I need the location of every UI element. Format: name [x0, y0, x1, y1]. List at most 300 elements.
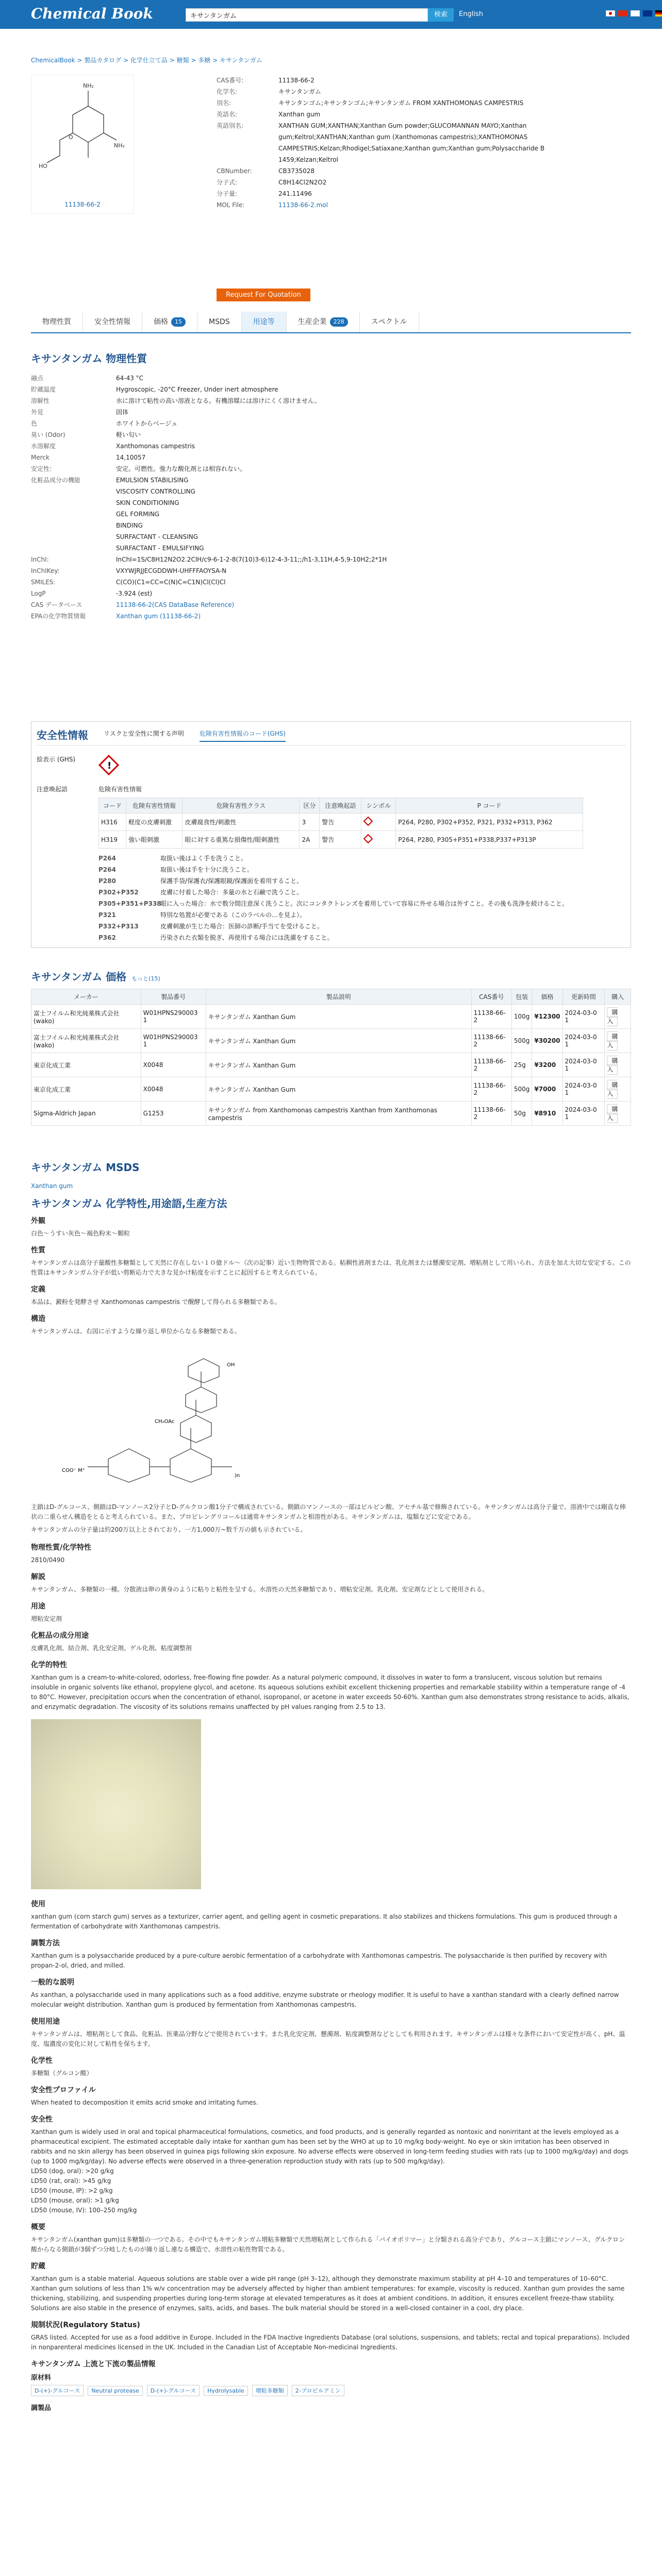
prep-label: 調製品: [31, 2404, 52, 2412]
buy-cell: [605, 1101, 631, 1126]
usage-block: [31, 1601, 631, 1624]
p-code-text: 汚染された衣類を脱ぎ、再使用する場合には洗濯をすること。: [160, 934, 334, 941]
phys-row: [31, 395, 631, 406]
usage-heading: 化学性: [31, 2057, 53, 2065]
usage-block: [31, 1284, 631, 1307]
phys-value: Hygroscopic, -20°C Freezer, Under inert atmosphere: [116, 386, 278, 393]
buy-button[interactable]: 購入: [607, 1031, 618, 1050]
raw-material-link[interactable]: D-(+)-グルコース: [31, 2385, 84, 2396]
phys-key: 臭い (Odor): [31, 431, 65, 438]
phys-value: 安定。可燃性。強力な酸化剤とは相容れない。: [116, 465, 246, 472]
svg-text:O: O: [69, 134, 73, 141]
usage-text: Xanthan gum is a polysaccharide produced by a pure-culture aerobic fermentation of a carbohydrate with Xanthomonas campestris. The polysaccharide is then purified by recovery with propan-2-ol, dried, and milled.: [31, 1952, 607, 1969]
msds-title: キサンタンガム MSDS: [31, 1161, 140, 1174]
property-value[interactable]: 11138-66-2.mol: [278, 201, 328, 209]
usage-heading: 性質: [31, 1246, 45, 1255]
usage-block: [31, 2319, 631, 2352]
p-code: P280: [98, 877, 116, 885]
p-code: P362: [98, 934, 116, 941]
usage-block: [31, 1245, 631, 1278]
structure-svg: [31, 75, 135, 199]
price-head-cell: 更新時間: [562, 989, 605, 1005]
price-head-cell: 価格: [532, 989, 562, 1005]
phys-key: EPAの化学物質情報: [31, 613, 86, 620]
buy-button[interactable]: 購入: [607, 1007, 618, 1026]
price-cell-t: 2024-03-0 1: [562, 1053, 605, 1077]
buy-button[interactable]: 購入: [607, 1080, 618, 1099]
phys-row: [31, 474, 631, 554]
usage-sections-1: [31, 1215, 631, 1336]
phys-value[interactable]: 11138-66-2(CAS DataBase Reference): [116, 601, 235, 608]
phys-row: [31, 452, 631, 463]
mol-weight-note: キサンタンガムの分子量は約200万以上とされており、一方1,000万~数千万の値も示されている。: [31, 1526, 307, 1533]
usage-heading: 規制状況(Regulatory Status): [31, 2321, 140, 2329]
ghs-head-cell: 危険有害性クラス: [183, 798, 300, 814]
price-head-cell: 包装: [511, 989, 532, 1005]
phys-row: [31, 440, 631, 452]
usage-heading: 用途: [31, 1602, 45, 1611]
usage-text: 多糖類（グルコン酸）: [31, 2070, 93, 2077]
buy-cell: [605, 1077, 631, 1101]
price-cell-m: 東京化成工業: [31, 1077, 141, 1101]
usage-block: [31, 2114, 631, 2215]
usage-title: キサンタンガム 化学特性,用途語,生産方法: [31, 1197, 227, 1210]
ghs-cell: 皮膚腐食性/刺激性: [183, 814, 300, 831]
price-more-link[interactable]: もっと(15): [131, 975, 160, 982]
property-key: 分子量:: [217, 190, 238, 197]
price-row: [31, 1077, 631, 1101]
property-value: XANTHAN GUM;XANTHAN;Xanthan Gum powder;GLUCOMANNAN MAYO;Xanthan gum;Keltrol;XANTHAN;Xanthan gum (Xanthomonas campestris);XANTHOMONAS CAMPESTRIS;Kelzan;Rhodigel;Satiaxane;Xanthan gum;Xanthan gum;Polysaccharide B 1459;Kelzan;Keltrol: [278, 122, 545, 163]
phys-key: 化粧品成分の機能: [31, 477, 81, 484]
price-cell-m: Sigma-Aldrich Japan: [31, 1101, 141, 1126]
property-key: 別名:: [217, 99, 231, 107]
flag-kr-icon[interactable]: [631, 10, 640, 16]
price-cell-n: W01HPNS290003 1: [141, 1029, 206, 1053]
usage-text: キサンタンガム、多糖類の一種。分散液は卵の黄身のように粘りと粘性を呈する。水溶性の天然多糖類であり、増粘安定剤、乳化剤、安定剤などとして使用される。: [31, 1586, 489, 1593]
property-row: [217, 188, 577, 199]
usage-text: キサンタンガムは、増粘剤として食品、化粧品、医薬品分野などで使用されています。また乳化安定剤、懸濁剤、粘度調整剤などとしても利用されます。キサンタンガムは様々な条件において安定性が高く、pH、温度、塩濃度の変化に対して粘性を保ちます。: [31, 2030, 625, 2047]
p-code-text: 眼に入った場合：水で数分間注意深く洗うこと。次にコンタクトレンズを着用していて容易に外せる場合は外すこと。その後も洗浄を続けること。: [160, 900, 568, 907]
buy-cell: [605, 1029, 631, 1053]
price-head-cell: 製品番号: [141, 989, 206, 1005]
price-cell-pk: 500g: [511, 1077, 532, 1101]
phys-row: [31, 418, 631, 429]
language-flags: [606, 10, 662, 16]
p-code-text: 取扱い後はよく手を洗うこと。: [160, 855, 247, 862]
raw-label: 原材料: [31, 2374, 52, 2382]
svg-text:)n: )n: [235, 1473, 240, 1479]
tab-label: 安全性情報: [94, 318, 130, 326]
usage-heading: 解説: [31, 1573, 45, 1581]
phys-row: [31, 372, 631, 384]
price-head-row: [31, 989, 631, 1005]
p-code: P264: [98, 866, 116, 873]
usage-text: 白色～うすい灰色～褐色粉末～顆粒: [31, 1230, 130, 1237]
p-code-text: 特別な処置が必要である（このラベルの…を見よ）。: [160, 911, 306, 919]
price-cell-n: G1253: [141, 1101, 206, 1126]
flag-cn-icon[interactable]: [618, 10, 627, 16]
usage-heading: 貯蔵: [31, 2262, 45, 2270]
buy-button[interactable]: 購入: [607, 1104, 618, 1123]
raw-material-link[interactable]: Hydrolysable: [204, 2386, 248, 2396]
raw-material-link[interactable]: 増粘多糖類: [252, 2385, 288, 2396]
phys-row: [31, 384, 631, 395]
msds-section: [31, 1159, 631, 1190]
tab-5[interactable]: [287, 312, 360, 332]
phys-value: 64-43 °C: [116, 375, 144, 382]
usage-heading: 構造: [31, 1315, 45, 1323]
phys-row: [31, 577, 631, 588]
property-value: C8H14Cl2N2O2: [278, 179, 327, 186]
price-cell-p: ¥30200: [532, 1029, 562, 1053]
flag-jp-icon[interactable]: [606, 10, 615, 16]
price-head-cell: 製品説明: [206, 989, 471, 1005]
price-cell-n: X0048: [141, 1077, 206, 1101]
property-row: [217, 86, 577, 97]
svg-text:OH: OH: [227, 1362, 235, 1368]
usage-block: [31, 2222, 631, 2255]
ghs-row: [99, 814, 583, 831]
usage-heading: 安全性プロファイル: [31, 2086, 96, 2094]
ghs-cell: 2A: [300, 831, 320, 849]
ghs-cell: H319: [99, 831, 126, 849]
property-row: [217, 177, 577, 188]
property-value: Xanthan gum: [278, 111, 321, 118]
top-bar: [0, 0, 662, 29]
price-cell-p: ¥8910: [532, 1101, 562, 1126]
phys-value: 固体: [116, 409, 129, 416]
exclamation-hazard-icon: [363, 834, 373, 843]
phys-row: [31, 429, 631, 440]
molecule-structure-image: [31, 75, 134, 214]
flag-us-icon[interactable]: [643, 10, 652, 16]
safety-section: [31, 721, 631, 948]
tab-3[interactable]: [197, 312, 242, 332]
english-link[interactable]: English: [459, 10, 483, 18]
phys-row: [31, 463, 631, 474]
signal-value: 危険有害性情報: [98, 786, 142, 793]
svg-text:CH₂OAc: CH₂OAc: [155, 1419, 175, 1425]
usage-heading: 使用用途: [31, 2018, 60, 2026]
usage-text: 2810/0490: [31, 1556, 65, 1564]
price-head-cell: 購入: [605, 989, 631, 1005]
price-cell-cas: 11138-66-2: [471, 1029, 511, 1053]
tab-badge: 15: [171, 317, 186, 327]
usage-sections-3: [31, 1899, 631, 2352]
raw-material-link[interactable]: D-(+)-グルコース: [147, 2385, 200, 2396]
ghs-head-cell: コード: [99, 798, 126, 814]
svg-text:COO⁻ M⁺: COO⁻ M⁺: [62, 1468, 86, 1473]
ghs-head-cell: 危険有害性情報: [126, 798, 182, 814]
phys-key: 貯蔵温度: [31, 386, 56, 393]
pictogram-row: [37, 755, 625, 775]
price-row: [31, 1029, 631, 1053]
tab-0[interactable]: [31, 312, 83, 332]
usage-heading: 概要: [31, 2223, 45, 2231]
price-cell-d: キサンタンガム Xanthan Gum: [206, 1053, 471, 1077]
usage-heading: 化粧品の成分用途: [31, 1632, 89, 1640]
price-cell-t: 2024-03-0 1: [562, 1101, 605, 1126]
usage-block: [31, 1977, 631, 2010]
phys-key: 水溶解度: [31, 443, 56, 450]
usage-block: [31, 2084, 631, 2108]
property-row: [217, 109, 577, 120]
ghs-cell: H316: [99, 814, 126, 831]
price-cell-pk: 50g: [511, 1101, 532, 1126]
usage-block: [31, 1659, 631, 1712]
ghs-pcode-cell: P264, P280, P305+P351+P338,P337+P313P: [396, 831, 583, 849]
p-code-row: [98, 864, 625, 875]
usage-block: [31, 2055, 631, 2078]
svg-text:NH₂: NH₂: [83, 82, 94, 89]
tab-6[interactable]: [360, 312, 419, 332]
price-cell-cas: 11138-66-2: [471, 1101, 511, 1126]
tab-label: スペクトル: [371, 318, 407, 326]
usage-text: GRAS listed. Accepted for use as a food additive in Europe. Included in the FDA Inactive Ingredients Database (oral solutions, suspensions, and tablets; rectal and topical preparations). Included in nonparenteral medicines licensed in the UK. Included in the Canadian List of Acceptable Non-medicinal Ingredients.: [31, 2334, 630, 2351]
phys-value: C(CO)(C1=CC=C(N)C=C1N)Cl(Cl)Cl: [116, 579, 226, 586]
usage-text: キサンタンガムは高分子量酸性多糖類として天然に存在しない１０億ドル～（次の記事）近い生物物質である。粘稠性液剤または、乳化剤または懸濁安定剤、増粘剤として用いられ、方法を加え大切な安定する。この性質はキサンタンガム分子が低い剪断応力で大きな見かけ粘度を示すことに起因すると考えられている。: [31, 1259, 631, 1276]
p-code: P264: [98, 855, 116, 862]
price-cell-cas: 11138-66-2: [471, 1053, 511, 1077]
svg-text:HO: HO: [39, 163, 47, 170]
ghs-cell: 眼に対する重篤な損傷性/眼刺激性: [183, 831, 300, 849]
usage-text: キサンタンガムは、右図に示すような繰り返し単位からなる多糖類である。: [31, 1328, 241, 1335]
usage-heading: 物理性質/化学特性: [31, 1544, 92, 1552]
property-key: 分子式:: [217, 179, 238, 186]
ghs-symbol-cell: [361, 831, 396, 849]
raw-material-link[interactable]: 2-プロピルアミン: [292, 2385, 344, 2396]
phys-value: 14,10057: [116, 454, 146, 461]
phys-row: [31, 599, 631, 611]
usage-block: [31, 1938, 631, 1971]
price-row: [31, 1101, 631, 1126]
exclamation-hazard-icon: [98, 755, 119, 775]
tab-badge: 228: [330, 317, 348, 327]
physical-properties-section: [31, 350, 631, 622]
usage-heading: 使用: [31, 1900, 45, 1908]
price-cell-pk: 100g: [511, 1005, 532, 1029]
svg-text:NH₂: NH₂: [114, 142, 125, 149]
price-cell-n: X0048: [141, 1053, 206, 1077]
usage-text: キサンタンガム(xanthan gum)は多糖類の一つである。その中でもキサンタンガム増粘多糖類で天然増粘剤として作られる「バイオポリマー」と分類される高分子であり、グルコース主鎖にマンノース、グルクロン酸からなる側鎖が3個ずつ分岐したものが繰り返し連なる構造で、水溶性の粘性物質である。: [31, 2236, 625, 2253]
usage-block: [31, 1630, 631, 1653]
usage-text: 増粘安定剤: [31, 1615, 62, 1622]
phys-value: 水に溶けて粘性の高い溶液となる。有機溶媒には溶けにくく溶けません。: [116, 397, 321, 404]
breadcrumb[interactable]: ChemicalBook > 製品カタログ > 化学仕立て品 > 糖類 > 多糖 > キサンタンガム: [31, 57, 262, 64]
buy-cell: [605, 1053, 631, 1077]
signal-row: [37, 785, 625, 793]
usage-heading: 化学的特性: [31, 1661, 67, 1669]
ghs-cell: 3: [300, 814, 320, 831]
phys-key: 色: [31, 420, 38, 427]
tab-1[interactable]: [83, 312, 142, 332]
ghs-table: [98, 798, 583, 849]
price-cell-m: 富士フイルム和光純薬株式会社(wako): [31, 1029, 141, 1053]
phys-key: 融点: [31, 375, 44, 382]
usage-block: [31, 1899, 631, 1931]
usage-block: [31, 1313, 631, 1336]
p-code-row: [98, 932, 625, 943]
tab-4[interactable]: [242, 312, 287, 332]
usage-block: [31, 2016, 631, 2049]
phys-list: [31, 372, 631, 622]
p-code-text: 取扱い後は手を十分に洗うこと。: [160, 866, 254, 873]
search-input[interactable]: キサンタンガム: [186, 8, 428, 22]
ghs-symbol-cell: [361, 814, 396, 831]
p-code: P302+P352: [98, 889, 139, 896]
phys-row: [31, 588, 631, 599]
property-value: キサンタンガム: [278, 88, 321, 95]
request-quotation-button[interactable]: Request For Quotation: [217, 289, 310, 301]
price-cell-d: キサンタンガム Xanthan Gum: [206, 1005, 471, 1029]
phys-value: Xanthomonas campestris: [116, 443, 195, 450]
buy-cell: [605, 1005, 631, 1029]
price-cell-d: キサンタンガム Xanthan Gum: [206, 1077, 471, 1101]
property-row: [217, 165, 577, 177]
property-key: MOL File:: [217, 201, 245, 209]
ghs-pcode-cell: P264, P280, P302+P352, P321, P332+P313, P362: [396, 814, 583, 831]
property-value: 241.11496: [278, 190, 312, 197]
ghs-row: [99, 831, 583, 849]
ghs-head-row: [99, 798, 583, 814]
p-code-row: [98, 909, 625, 921]
phys-row: [31, 565, 631, 577]
p-code: P305+P351+P338: [98, 900, 161, 907]
price-cell-m: 東京化成工業: [31, 1053, 141, 1077]
price-head-cell: CAS番号: [471, 989, 511, 1005]
p-code: P332+P313: [98, 923, 139, 930]
p-code-text: 皮膚刺激が生じた場合：医師の診断/手当てを受けること。: [160, 923, 324, 930]
ghs-cell: 軽度の皮膚刺激: [126, 814, 182, 831]
tab-label: 生産企業: [297, 318, 327, 326]
price-row: [31, 1053, 631, 1077]
phys-key: InChIKey:: [31, 567, 60, 574]
phys-key: 安定性:: [31, 465, 52, 472]
raw-material-link[interactable]: Neutral protease: [88, 2386, 142, 2396]
usage-block: [31, 1215, 631, 1239]
phys-value: 軽い匂い: [116, 431, 141, 438]
p-code-text: 保護手袋/保護衣/保護眼鏡/保護面を着用すること。: [160, 877, 303, 885]
flag-de-icon[interactable]: [655, 10, 662, 16]
price-cell-pk: 25g: [511, 1053, 532, 1077]
p-code-row: [98, 921, 625, 932]
property-row: [217, 120, 577, 165]
phys-row: [31, 406, 631, 418]
price-cell-m: 富士フイルム和光純薬株式会社(wako): [31, 1005, 141, 1029]
ghs-head-cell: シンボル: [361, 798, 396, 814]
xanthan-powder-photo: [31, 1719, 201, 1889]
price-head-cell: メーカー: [31, 989, 141, 1005]
usage-text: As xanthan, a polysaccharide used in many applications such as a food additive, enzyme substrate or rheology modifier. It is useful to have a xanthan standard with a clearly defined narrow molecular weight distribution. Xanthan gum is produced by fermentation from Xanthomonas campestris.: [31, 1991, 619, 2008]
mol-cas-label[interactable]: 11138-66-2: [64, 201, 101, 208]
ghs-cell: 警告: [320, 831, 361, 849]
safety-title: 安全性情報: [37, 729, 88, 741]
safety-tab-ghs[interactable]: 危険有害性情報のコード(GHS): [200, 727, 286, 742]
p-code-text: 皮膚に付着した場合：多量の水と石鹸で洗うこと。: [160, 889, 303, 896]
phys-value[interactable]: Xanthan gum (11138-66-2): [116, 613, 201, 620]
property-value: CB3735028: [278, 167, 315, 175]
buy-button[interactable]: 購入: [607, 1056, 618, 1075]
pictogram-label: 絵表示 (GHS): [37, 756, 76, 763]
usage-text: Xanthan gum is a cream-to-white-colored, odorless, free-flowing fine powder. As a natural polymeric compound, it dissolves in water to form a translucent, viscous solution but remains insoluble in organic solvents like ethanol, propylene glycol, and acetone. Its aqueous solutions exhibit excellent thickening properties and remarkable stability within a temperature range of -4 to 80°C. However, precipitation occurs when the concentration of ethanol, isopropanol, or acetone in water exceeds 50-60%. Xanthan gum also demonstrates strong resistance to acids, alkalis, and enzymatic degradation. The viscosity of its solutions remains unaffected by pH values ranging from 2.5 to 13.: [31, 1674, 630, 1710]
ghs-head-cell: 注意喚起語: [320, 798, 361, 814]
phys-value: EMULSION STABILISING VISCOSITY CONTROLLING SKIN CONDITIONING GEL FORMING BINDING SURFACTANT - CLEANSING SURFACTANT - EMULSIFYING: [116, 477, 204, 552]
p-code-list: [98, 853, 625, 943]
phys-row: [31, 611, 631, 622]
usage-text: When heated to decomposition it emits acrid smoke and irritating fumes.: [31, 2099, 258, 2106]
usage-text: Xanthan gum is widely used in oral and topical pharmaceutical formulations, cosmetics, and food products, and is generally regarded as nontoxic and nonirritant at the levels employed as a pharmaceutical excipient. The estimated acceptable daily intake for xanthan gum has been set by the WHO at up to 10 mg/kg body-weight. No eye or skin irritation has been observed in rabbits and no skin allergy has been observed in guinea pigs following skin exposure. No adverse effects were observed in long-term feeding studies with rats (up to 1000 mg/kg/day) and dogs (up to 1000 mg/kg/day). No adverse effects were observed in a three-generation reproduction study with rats (up to 500 mg/kg/day). LD50 (dog, oral): >20 g/kg LD50 (rat, oral): >45 g/kg LD50 (mouse, IP): >2 g/kg LD50 (mouse, oral): >1 g/kg LD50 (mouse, IV): 100–250 mg/kg: [31, 2128, 628, 2214]
tab-label: MSDS: [209, 318, 230, 326]
usage-sections-2: [31, 1542, 631, 1712]
safety-tab-risk[interactable]: リスクと安全性に関する声明: [104, 730, 184, 737]
price-cell-p: ¥3200: [532, 1053, 562, 1077]
usage-heading: 一般的な説明: [31, 1978, 74, 1987]
price-cell-cas: 11138-66-2: [471, 1005, 511, 1029]
p-code-row: [98, 898, 625, 909]
usage-section: [31, 1195, 631, 2415]
price-cell-p: ¥12300: [532, 1005, 562, 1029]
usage-text: 本品は、澱粉を発酵させ Xanthomonas campestris で醗酵して得られる多糖類である。: [31, 1298, 281, 1306]
property-row: [217, 199, 577, 211]
phys-key: CAS データベース: [31, 601, 82, 608]
property-key: 英語別名:: [217, 122, 244, 129]
phys-title: キサンタンガム 物理性質: [31, 352, 147, 365]
safety-header: [37, 727, 625, 745]
usage-block: [31, 2261, 631, 2313]
property-key: CBNumber:: [217, 167, 252, 175]
ghs-cell: 警告: [320, 814, 361, 831]
tab-label: 価格: [154, 318, 168, 326]
price-table: [31, 989, 631, 1126]
usage-block: [31, 1571, 631, 1595]
tab-label: 用途等: [253, 318, 275, 326]
phys-value: InChI=1S/C8H12N2O2.2ClH/c9-6-1-2-8(7(10)3-6)12-4-3-11;;/h1-3,11H,4-5,9-10H2;2*1H: [116, 556, 387, 563]
phys-value: -3.924 (est): [116, 590, 153, 597]
price-title: キサンタンガム 価格: [31, 971, 127, 983]
exclamation-hazard-icon: [363, 817, 373, 826]
ghs-head-cell: 区分: [300, 798, 320, 814]
usage-heading: 定義: [31, 1285, 45, 1294]
phys-value: ホワイトからベージュ: [116, 420, 178, 427]
ghs-head-cell: P コード: [396, 798, 583, 814]
ghs-cell: 強い眼刺激: [126, 831, 182, 849]
price-cell-n: W01HPNS290003 1: [141, 1005, 206, 1029]
tab-2[interactable]: [142, 312, 197, 332]
price-cell-d: キサンタンガム Xanthan Gum: [206, 1029, 471, 1053]
signal-label: 注意喚起語: [37, 786, 68, 793]
price-section: [31, 969, 631, 1126]
price-row: [31, 1005, 631, 1029]
product-properties: [217, 75, 577, 211]
property-value: 11138-66-2: [278, 77, 315, 84]
price-cell-pk: 500g: [511, 1029, 532, 1053]
p-code-row: [98, 875, 625, 887]
usage-text: xanthan gum (corn starch gum) serves as a texturizer, carrier agent, and gelling agent in cosmetic preparations. It also stabilizes and thickens formulations. This gum is produced through a fermentation of carbohydrate with Xanthomonas campestris.: [31, 1913, 618, 1930]
structure-note: 主鎖はD-グルコース、側鎖はD-マンノース2分子とD-グルクロン酸1分子で構成されている。側鎖のマンノースの一部はピルビン酸、アセチル基で修飾されている。キサンタンガムは高分子量で、溶液中では剛直な棒状の二重らせん構造をとると考えられている。また、プロピレングリコールは通常キサンタンガムと相溶性がある。キサンタンガムは、塩類などに安定である。: [31, 1503, 626, 1520]
search-button[interactable]: 検索: [428, 8, 454, 22]
usage-heading: 調製方法: [31, 1939, 60, 1947]
p-code-row: [98, 853, 625, 864]
price-cell-t: 2024-03-0 1: [562, 1077, 605, 1101]
phys-key: InChI:: [31, 556, 49, 563]
site-logo[interactable]: Chemical Book: [31, 5, 153, 22]
price-cell-t: 2024-03-0 1: [562, 1029, 605, 1053]
msds-link[interactable]: Xanthan gum: [31, 1182, 73, 1190]
property-row: [217, 97, 577, 109]
tab-label: 物理性質: [42, 318, 71, 326]
phys-row: [31, 554, 631, 565]
property-row: [217, 75, 577, 86]
